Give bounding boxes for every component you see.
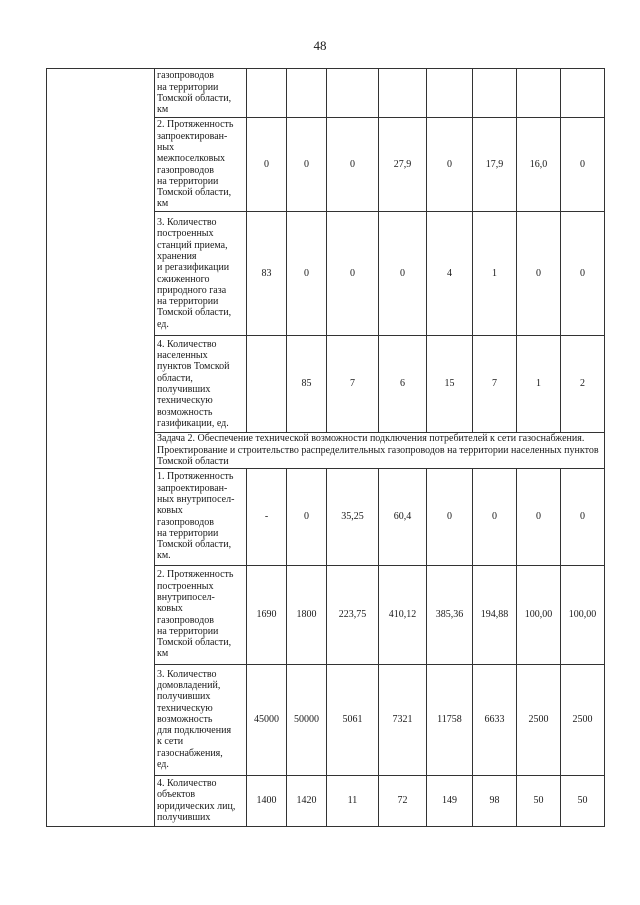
value-cell: 0 <box>427 118 473 212</box>
value-cell <box>247 336 287 433</box>
value-cell: 1 <box>517 336 561 433</box>
value-cell: 7 <box>473 336 517 433</box>
value-cell: 83 <box>247 212 287 336</box>
value-cell: 2500 <box>517 664 561 775</box>
value-cell: 0 <box>379 212 427 336</box>
indicator-label: 1. Протяженность запроектирован- ных внутрипосел- ковых газопроводов на территории Томской области, км. <box>155 468 247 565</box>
value-cell <box>247 69 287 118</box>
value-cell <box>517 69 561 118</box>
value-cell <box>427 69 473 118</box>
value-cell: 0 <box>517 468 561 565</box>
table-row <box>47 69 605 118</box>
value-cell: 35,25 <box>327 468 379 565</box>
value-cell <box>379 69 427 118</box>
value-cell: 194,88 <box>473 565 517 664</box>
value-cell: 7321 <box>379 664 427 775</box>
indicator-label: 4. Количество населенных пунктов Томской области, получивших техническую возможность газификации, ед. <box>155 336 247 433</box>
value-cell: 0 <box>287 118 327 212</box>
indicator-label: 3. Количество построенных станций приема, хранения и регазификации сжиженного природного газа на территории Томской области, ед. <box>155 212 247 336</box>
value-cell: 7 <box>327 336 379 433</box>
value-cell: 6 <box>379 336 427 433</box>
value-cell: 15 <box>427 336 473 433</box>
value-cell: 6633 <box>473 664 517 775</box>
indicators-table <box>46 68 605 827</box>
value-cell: 0 <box>287 468 327 565</box>
value-cell: 72 <box>379 775 427 826</box>
value-cell: 385,36 <box>427 565 473 664</box>
value-cell: 0 <box>327 118 379 212</box>
value-cell: - <box>247 468 287 565</box>
value-cell: 0 <box>287 212 327 336</box>
value-cell: 0 <box>473 468 517 565</box>
value-cell: 4 <box>427 212 473 336</box>
indicator-label: 2. Протяженность запроектирован- ных межпоселковых газопроводов на территории Томской области, км <box>155 118 247 212</box>
value-cell: 410,12 <box>379 565 427 664</box>
value-cell: 1 <box>473 212 517 336</box>
value-cell: 2500 <box>561 664 605 775</box>
value-cell: 0 <box>327 212 379 336</box>
indicator-label: 2. Протяженность построенных внутрипосел- ковых газопроводов на территории Томской области, км <box>155 565 247 664</box>
value-cell: 5061 <box>327 664 379 775</box>
value-cell: 27,9 <box>379 118 427 212</box>
indicator-label: газопроводов на территории Томской области, км <box>155 69 247 118</box>
page-number: 48 <box>313 38 327 53</box>
value-cell: 1800 <box>287 565 327 664</box>
value-cell: 50 <box>561 775 605 826</box>
value-cell: 0 <box>517 212 561 336</box>
value-cell: 1400 <box>247 775 287 826</box>
value-cell: 60,4 <box>379 468 427 565</box>
value-cell: 45000 <box>247 664 287 775</box>
value-cell: 11 <box>327 775 379 826</box>
indicator-label: 4. Количество объектов юридических лиц, получивших <box>155 775 247 826</box>
value-cell: 11758 <box>427 664 473 775</box>
value-cell: 98 <box>473 775 517 826</box>
value-cell <box>561 69 605 118</box>
value-cell <box>327 69 379 118</box>
value-cell: 50 <box>517 775 561 826</box>
value-cell: 0 <box>561 118 605 212</box>
value-cell: 100,00 <box>561 565 605 664</box>
value-cell: 149 <box>427 775 473 826</box>
value-cell: 0 <box>427 468 473 565</box>
value-cell <box>473 69 517 118</box>
value-cell: 1420 <box>287 775 327 826</box>
value-cell: 100,00 <box>517 565 561 664</box>
value-cell <box>287 69 327 118</box>
value-cell: 2 <box>561 336 605 433</box>
value-cell: 50000 <box>287 664 327 775</box>
blank-column <box>47 69 155 827</box>
value-cell: 1690 <box>247 565 287 664</box>
value-cell: 0 <box>561 468 605 565</box>
task-heading: Задача 2. Обеспечение технической возможности подключения потребителей к сети газоснабжения. Проектирование и строительство распределительных газопроводов на территории населенных пунктов Томской области <box>155 433 605 469</box>
indicator-label: 3. Количество домовладений, получивших техническую возможность для подключения к сети газоснабжения, ед. <box>155 664 247 775</box>
value-cell: 85 <box>287 336 327 433</box>
value-cell: 17,9 <box>473 118 517 212</box>
value-cell: 0 <box>561 212 605 336</box>
value-cell: 0 <box>247 118 287 212</box>
value-cell: 16,0 <box>517 118 561 212</box>
value-cell: 223,75 <box>327 565 379 664</box>
